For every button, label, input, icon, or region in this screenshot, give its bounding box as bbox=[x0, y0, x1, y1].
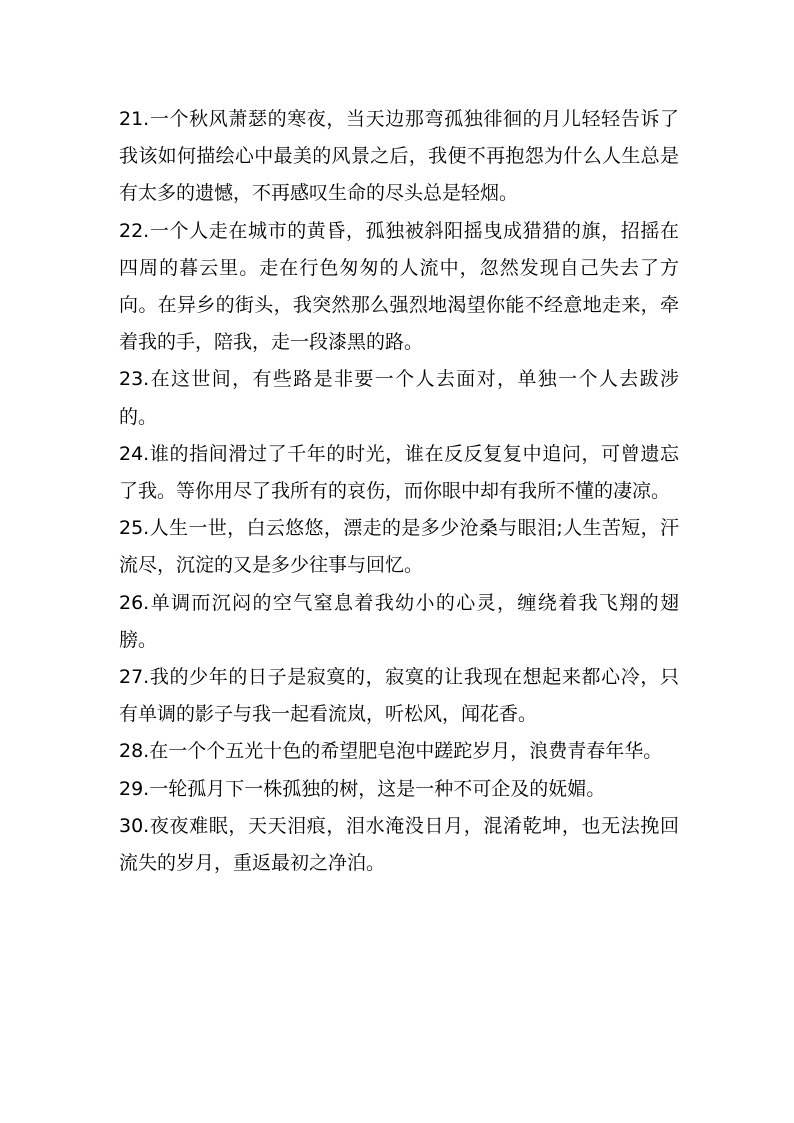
paragraph-26: 26.单调而沉闷的空气窒息着我幼小的心灵，缠绕着我飞翔的翅膀。 bbox=[119, 591, 679, 651]
paragraph-28: 28.在一个个五光十色的希望肥皂泡中蹉跎岁月，浪费青春年华。 bbox=[119, 740, 663, 763]
paragraph-21: 21.一个秋风萧瑟的寒夜，当天边那弯孤独徘徊的月儿轻轻告诉了我该如何描绘心中最美的风景之后，我便不再抱怨为什么人生总是有太多的遗憾，不再感叹生命的尽头总是轻烟。 bbox=[119, 108, 679, 205]
paragraph-24: 24.谁的指间滑过了千年的时光，谁在反反复复中追问，可曾遗忘了我。等你用尽了我所有的哀伤，而你眼中却有我所不懂的凄凉。 bbox=[119, 442, 679, 503]
paragraph-25: 25.人生一世，白云悠悠，漂走的是多少沧桑与眼泪;人生苦短，汗流尽，沉淀的又是多少往事与回忆。 bbox=[119, 517, 679, 577]
paragraph-23: 23.在这世间，有些路是非要一个人去面对，单独一个人去跋涉的。 bbox=[119, 368, 679, 428]
paragraph-30: 30.夜夜难眠，天天泪痕，泪水淹没日月，混淆乾坤，也无法挽回流失的岁月，重返最初之净泊。 bbox=[119, 814, 679, 875]
paragraph-29: 29.一轮孤月下一株孤独的树，这是一种不可企及的妩媚。 bbox=[119, 777, 606, 800]
paragraph-22: 22.一个人走在城市的黄昏，孤独被斜阳摇曳成猎猎的旗，招摇在四周的暮云里。走在行色匆匆的人流中，忽然发现自己失去了方向。在异乡的街头，我突然那么强烈地渴望你能不经意地走来，牵着我的手，陪我，走一段漆黑的路。 bbox=[119, 219, 679, 354]
paragraph-27: 27.我的少年的日子是寂寞的，寂寞的让我现在想起来都心冷，只有单调的影子与我一起看流岚，听松风，闻花香。 bbox=[119, 666, 679, 726]
document-body bbox=[119, 101, 679, 882]
